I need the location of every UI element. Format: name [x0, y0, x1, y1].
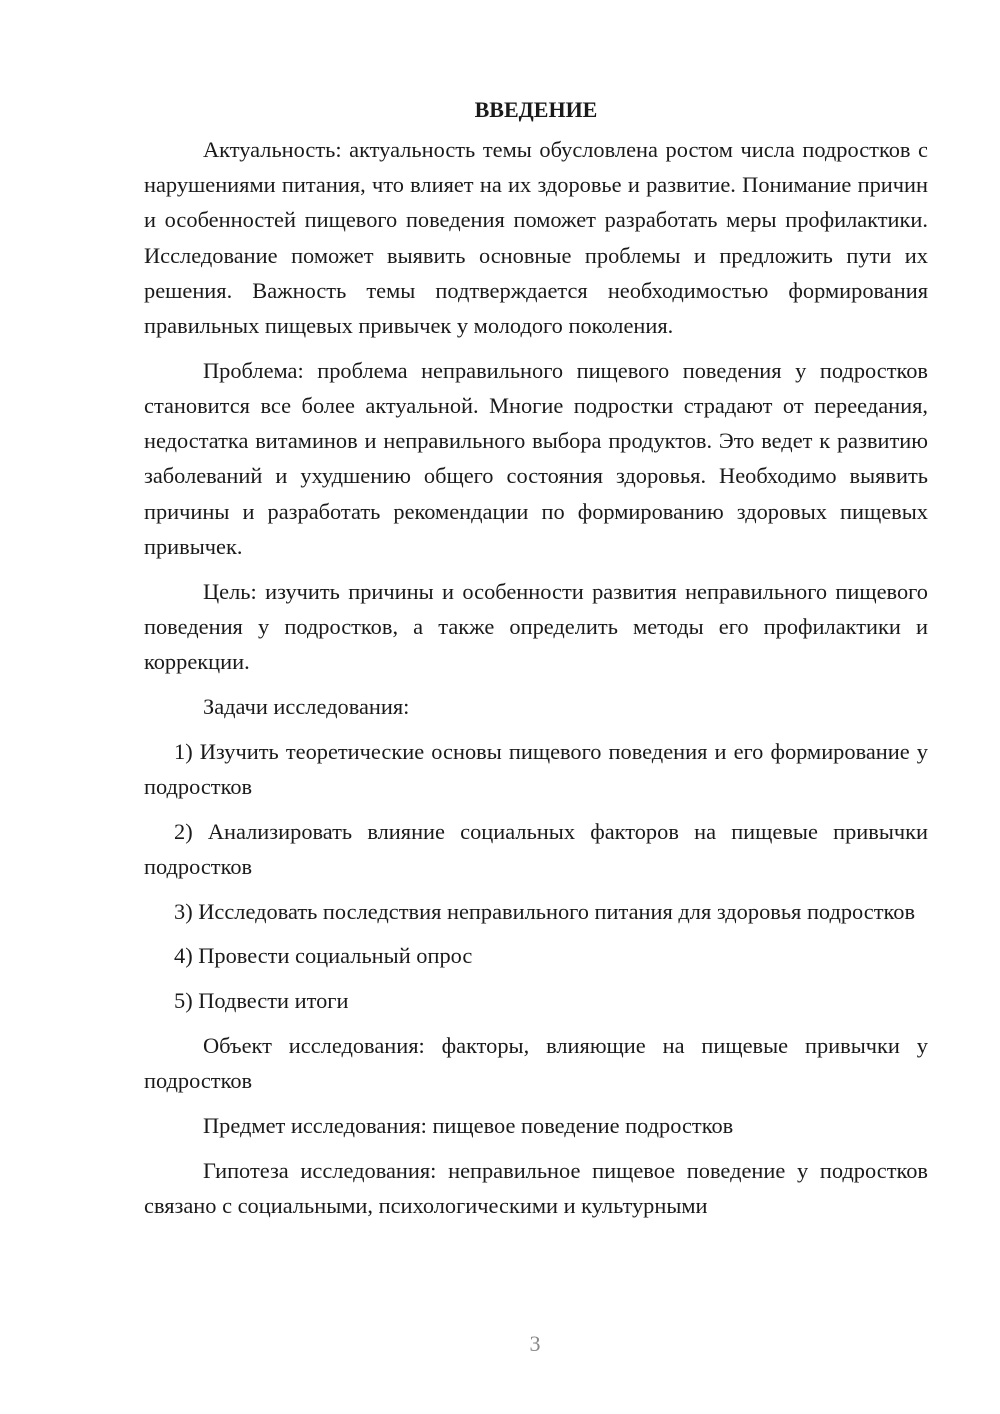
document-page: [144, 92, 928, 1223]
task-item-2: 2) Анализировать влияние социальных факторов на пищевые привычки подростков: [144, 818, 928, 879]
task-item-4: 4) Провести социальный опрос: [174, 943, 473, 969]
task-item-1: 1) Изучить теоретические основы пищевого поведения и его формирование у подростков: [144, 738, 928, 799]
paragraph-relevance: Актуальность: актуальность темы обусловлена ростом числа подростков с нарушениями питания, что влияет на их здоровье и развитие. Понимание причин и особенностей пищевого поведения поможет разработать меры профилактики. Исследование поможет выявить основные проблемы и предложить пути их решения. Важность темы подтверждается необходимостью формирования правильных пищевых привычек у молодого поколения.: [144, 137, 928, 339]
page-title: ВВЕДЕНИЕ: [474, 97, 598, 122]
page-number: 3: [529, 1331, 541, 1356]
paragraph-subject: Предмет исследования: пищевое поведение подростков: [203, 1113, 734, 1139]
paragraph-hypothesis: Гипотеза исследования: неправильное пищевое поведение у подростков связано с социальными, психологическими и культурными: [144, 1157, 928, 1219]
tasks-heading: Задачи исследования:: [203, 693, 410, 719]
task-item-5: 5) Подвести итоги: [174, 988, 349, 1014]
paragraph-problem: Проблема: проблема неправильного пищевого поведения у подростков становится все более актуальной. Многие подростки страдают от переедания, недостатка витаминов и неправильного выбора продуктов. Это ведет к развитию заболеваний и ухудшению общего состояния здоровья. Необходимо выявить причины и разработать рекомендации по формированию здоровых пищевых привычек.: [144, 357, 928, 559]
paragraph-object: Объект исследования: факторы, влияющие на пищевые привычки у подростков: [144, 1033, 928, 1094]
task-item-3: 3) Исследовать последствия неправильного питания для здоровья подростков: [174, 898, 916, 924]
paragraph-goal: Цель: изучить причины и особенности развития неправильного пищевого поведения у подростков, а также определить методы его профилактики и коррекции.: [144, 578, 928, 675]
